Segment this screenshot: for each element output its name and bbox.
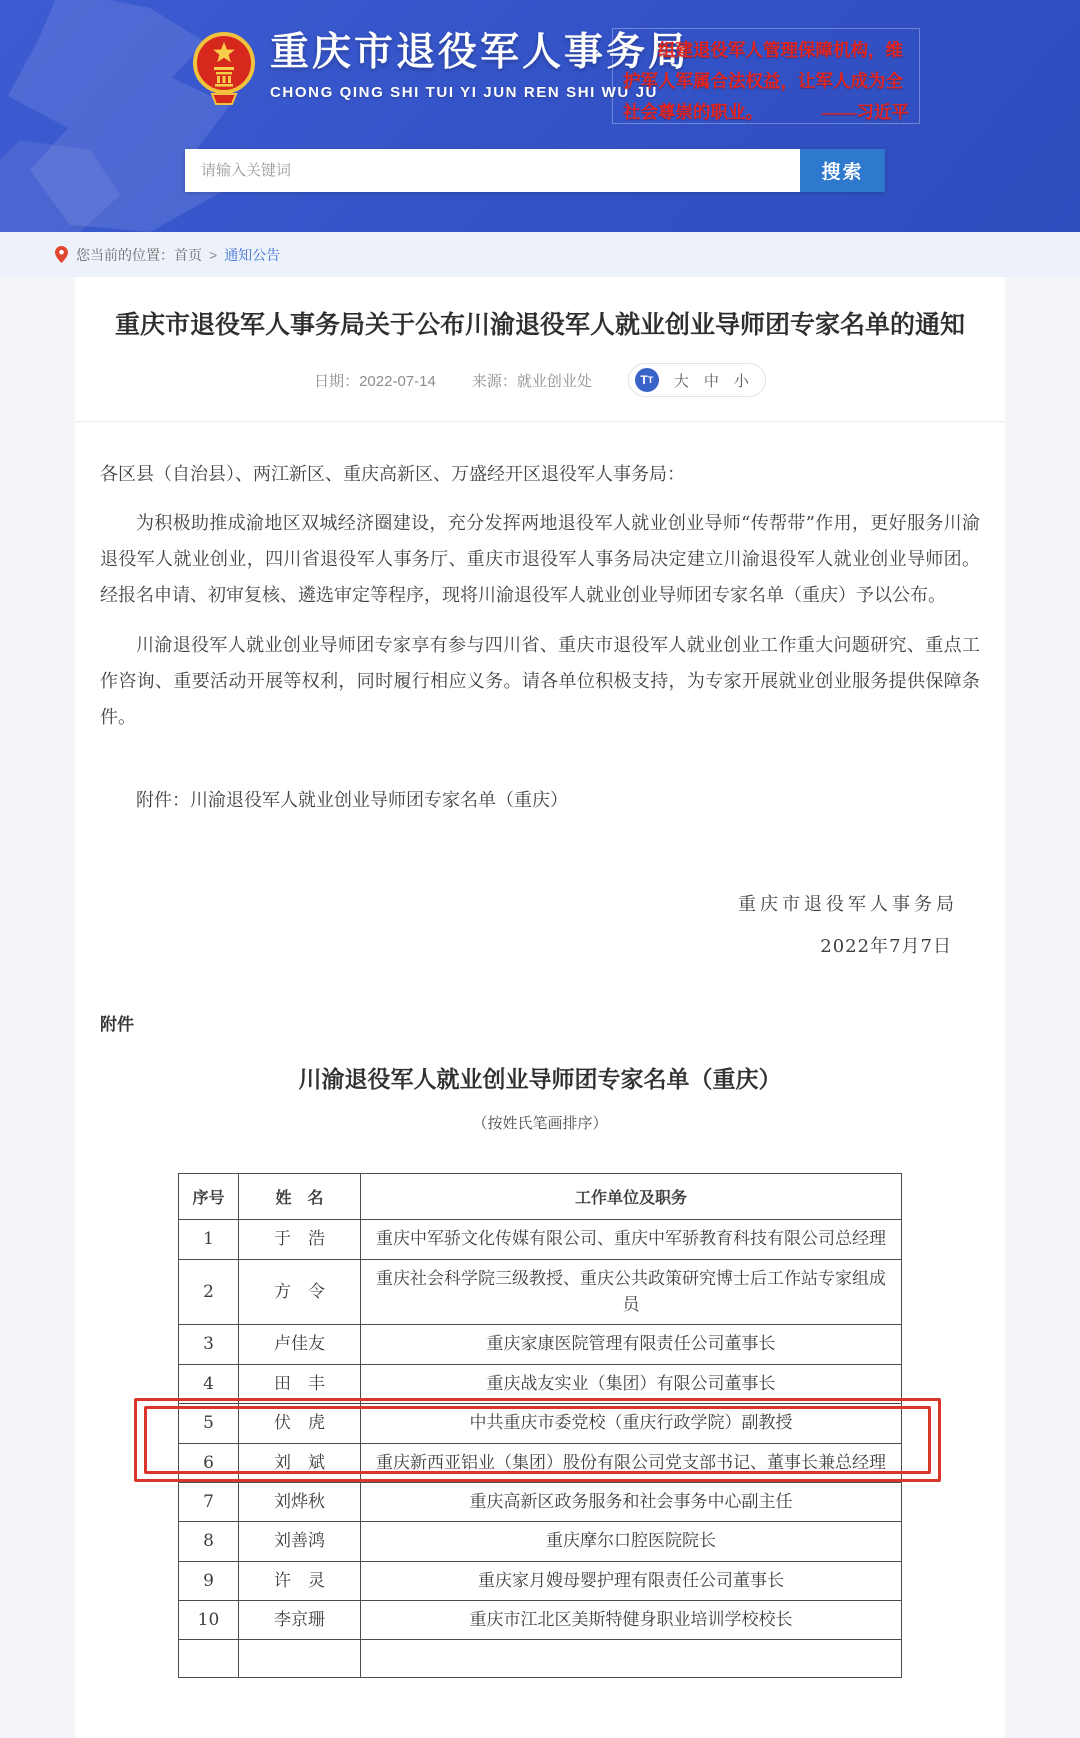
- location-pin-icon: [55, 246, 68, 263]
- cell-name: 于 浩: [239, 1220, 361, 1259]
- cell-name: 刘烨秋: [239, 1482, 361, 1521]
- table-row: [179, 1482, 902, 1521]
- cell-no: [179, 1640, 239, 1678]
- attachment-title: 川渝退役军人就业创业导师团专家名单（重庆）: [298, 1066, 782, 1093]
- cell-no: 10: [179, 1600, 239, 1639]
- cell-name: 刘 斌: [239, 1443, 361, 1482]
- cell-name: 伏 虎: [239, 1404, 361, 1443]
- document-body: [75, 458, 1005, 1133]
- table-row: [179, 1325, 902, 1364]
- cell-position: 中共重庆市委党校（重庆行政学院）副教授: [361, 1404, 902, 1443]
- table-row: [179, 1259, 902, 1325]
- article-source: 来源：就业创业处: [471, 372, 592, 390]
- attachment-line: 附件：川渝退役军人就业创业导师团专家名单（重庆）: [136, 790, 568, 812]
- table-row: [179, 1561, 902, 1600]
- breadcrumb-home[interactable]: 首页: [174, 246, 202, 263]
- cell-no: 4: [179, 1364, 239, 1403]
- paragraph-2: 川渝退役军人就业创业导师团专家享有参与四川省、重庆市退役军人就业创业工作重大问题研究、重点工作咨询、重要活动开展等权利，同时履行相应义务。请各单位积极支持，为专家开展就业创业服务提供保障条件。: [100, 635, 980, 729]
- font-size-small-button[interactable]: 小: [733, 372, 749, 390]
- table-row: [179, 1600, 902, 1639]
- cell-name: 李京珊: [239, 1600, 361, 1639]
- cell-no: 3: [179, 1325, 239, 1364]
- search-button[interactable]: 搜索: [800, 149, 885, 192]
- quote-attribution: ——习近平: [821, 102, 909, 123]
- cell-no: 8: [179, 1522, 239, 1561]
- cell-position: 重庆社会科学院三级教授、重庆公共政策研究博士后工作站专家组成员: [361, 1259, 902, 1325]
- cell-no: 9: [179, 1561, 239, 1600]
- cell-position: 重庆战友实业（集团）有限公司董事长: [361, 1364, 902, 1403]
- signature-agency: 重庆市退役军人事务局: [738, 894, 958, 916]
- meta-divider: [75, 421, 1005, 422]
- table-row: [179, 1220, 902, 1259]
- cell-position: 重庆家康医院管理有限责任公司董事长: [361, 1325, 902, 1364]
- site-header: [0, 0, 1080, 232]
- expert-table-wrap: [178, 1173, 902, 1678]
- salutation: 各区县（自治县）、两江新区、重庆高新区、万盛经开区退役军人事务局：: [100, 464, 685, 486]
- font-size-icon: T T: [635, 368, 659, 392]
- cell-position: 重庆新西亚铝业（集团）股份有限公司党支部书记、董事长兼总经理: [361, 1443, 902, 1482]
- leader-quote: [612, 28, 920, 124]
- col-header-no: 序号: [179, 1174, 239, 1220]
- breadcrumb-prefix: 您当前的位置：: [76, 246, 174, 263]
- table-row: [179, 1364, 902, 1403]
- breadcrumb-separator: >: [209, 246, 218, 263]
- cell-no: 6: [179, 1443, 239, 1482]
- attachment-subtitle: （按姓氏笔画排序）: [472, 1114, 608, 1133]
- article-meta: [75, 363, 1005, 397]
- article-date: 日期：2022-07-14: [314, 372, 436, 390]
- table-row-highlighted: [179, 1443, 902, 1482]
- national-emblem-icon: [192, 30, 256, 110]
- cell-no: 1: [179, 1220, 239, 1259]
- cell-position: 重庆中军骄文化传媒有限公司、重庆中军骄教育科技有限公司总经理: [361, 1220, 902, 1259]
- font-size-medium-button[interactable]: 中: [703, 372, 719, 390]
- cell-position: 重庆高新区政务服务和社会事务中心副主任: [361, 1482, 902, 1521]
- breadcrumb: [0, 232, 1080, 277]
- cell-no: 2: [179, 1259, 239, 1325]
- cell-no: 5: [179, 1404, 239, 1443]
- cell-name: 方 令: [239, 1259, 361, 1325]
- agency-pinyin: CHONG QING SHI TUI YI JUN REN SHI WU JU: [270, 83, 658, 101]
- table-row: [179, 1404, 902, 1443]
- attachment-label: 附件: [100, 1015, 134, 1035]
- search-input[interactable]: [185, 149, 800, 192]
- cell-name: 卢佳友: [239, 1325, 361, 1364]
- article-card: [75, 277, 1005, 1738]
- cell-name: 刘善鸿: [239, 1522, 361, 1561]
- table-row: [179, 1522, 902, 1561]
- expert-table: [178, 1173, 902, 1678]
- agency-name: 重庆市退役军人事务局: [270, 31, 691, 74]
- breadcrumb-current[interactable]: 通知公告: [224, 246, 281, 263]
- cell-position: 重庆市江北区美斯特健身职业培训学校校长: [361, 1600, 902, 1639]
- font-size-widget: [628, 363, 766, 397]
- quote-text: 组建退役军人管理保障机构，维护军人军属合法权益，让军人成为全社会尊崇的职业。: [623, 40, 903, 123]
- signature-date: 2022年7月7日: [820, 936, 952, 958]
- cell-position: [361, 1640, 902, 1678]
- col-header-name: 姓 名: [239, 1174, 361, 1220]
- col-header-position: 工作单位及职务: [361, 1174, 902, 1220]
- cell-position: 重庆摩尔口腔医院院长: [361, 1522, 902, 1561]
- table-header-row: [179, 1174, 902, 1220]
- cell-name: 许 灵: [239, 1561, 361, 1600]
- font-size-large-button[interactable]: 大: [673, 372, 689, 390]
- cell-position: 重庆家月嫂母婴护理有限责任公司董事长: [361, 1561, 902, 1600]
- cell-name: 田 丰: [239, 1364, 361, 1403]
- paragraph-1: 为积极助推成渝地区双城经济圈建设，充分发挥两地退役军人就业创业导师“传帮带”作用，更好服务川渝退役军人就业创业，四川省退役军人事务厅、重庆市退役军人事务局决定建立川渝退役军人就业创业导师团。经报名申请、初审复核、遴选审定等程序，现将川渝退役军人就业创业导师团专家名单（重庆）予以公布。: [100, 513, 980, 607]
- search-bar: [185, 149, 885, 192]
- table-row-clipped: [179, 1640, 902, 1678]
- cell-no: 7: [179, 1482, 239, 1521]
- cell-name: [239, 1640, 361, 1678]
- article-title: 重庆市退役军人事务局关于公布川渝退役军人就业创业导师团专家名单的通知: [114, 311, 965, 339]
